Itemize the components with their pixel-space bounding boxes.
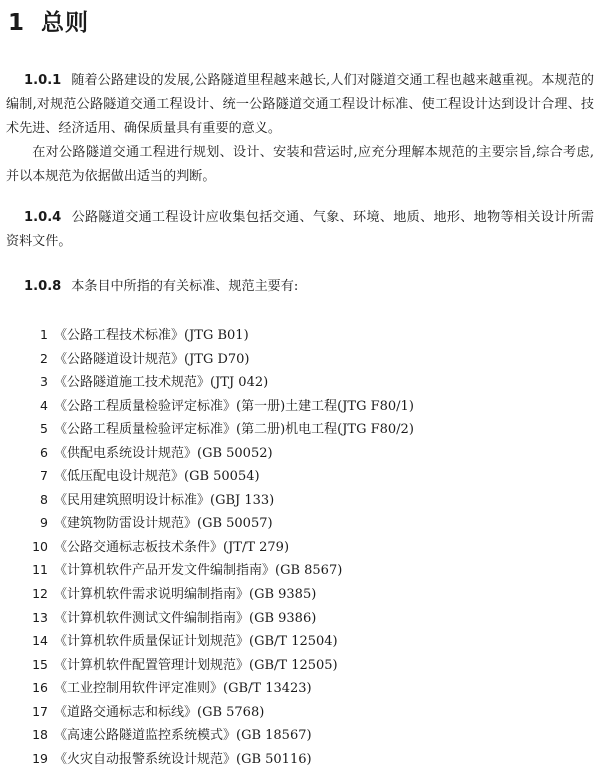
- reference-list: [6, 323, 586, 770]
- chapter-number: 1: [8, 10, 26, 36]
- reference-item: [6, 511, 586, 535]
- clause-text: 本条目中所指的有关标准、规范主要有:: [71, 279, 299, 294]
- clause-text: 公路隧道交通工程设计应收集包括交通、气象、环境、地质、地形、地物等相关设计所需资料文件。: [6, 210, 594, 249]
- reference-item: [6, 700, 586, 724]
- clause-1-0-1: [6, 69, 594, 141]
- reference-index: 16: [32, 680, 48, 696]
- reference-index: 19: [32, 750, 48, 766]
- reference-item: [6, 582, 586, 606]
- reference-text: 《公路工程质量检验评定标准》(第一册)土建工程(JTG F80/1): [54, 398, 414, 414]
- reference-text: 《公路工程技术标准》(JTG B01): [54, 328, 249, 343]
- reference-text: 《公路交通标志板技术条件》(JT/T 279): [54, 539, 290, 555]
- chapter-heading: [8, 4, 89, 37]
- reference-text: 《公路隧道施工技术规范》(JTJ 042): [54, 375, 269, 391]
- reference-text: 《公路工程质量检验评定标准》(第二册)机电工程(JTG F80/2): [54, 422, 414, 438]
- reference-item: [6, 464, 586, 488]
- reference-index: 11: [32, 562, 48, 578]
- reference-item: [6, 606, 586, 630]
- reference-text: 《建筑物防雷设计规范》(GB 50057): [54, 516, 273, 532]
- reference-index: 14: [32, 633, 48, 649]
- reference-text: 《公路隧道设计规范》(JTG D70): [54, 351, 250, 367]
- reference-index: 13: [32, 609, 48, 625]
- reference-index: 4: [40, 397, 48, 413]
- reference-text: 《道路交通标志和标线》(GB 5768): [54, 704, 265, 720]
- reference-index: 2: [40, 350, 48, 366]
- reference-index: 6: [40, 444, 48, 460]
- clause-text: 随着公路建设的发展,公路隧道里程越来越长,人们对隧道交通工程也越来越重视。本规范的编制,对规范公路隧道交通工程设计、统一公路隧道交通工程设计标准、使工程设计达到设计合理、技术先进、经济适用、确保质量具有重要的意义。: [6, 73, 594, 136]
- reference-index: 15: [32, 656, 48, 672]
- reference-text: 《计算机软件质量保证计划规范》(GB/T 12504): [54, 634, 338, 650]
- clause-1-0-8: [6, 275, 594, 299]
- reference-item: [6, 323, 586, 347]
- reference-text: 《低压配电设计规范》(GB 50054): [54, 469, 260, 485]
- reference-text: 《高速公路隧道监控系统模式》(GB 18567): [54, 728, 312, 744]
- reference-index: 5: [40, 421, 48, 437]
- reference-item: [6, 676, 586, 700]
- reference-item: [6, 535, 586, 559]
- reference-text: 《计算机软件需求说明编制指南》(GB 9385): [54, 587, 317, 603]
- reference-item: [6, 723, 586, 747]
- reference-text: 《火灾自动报警系统设计规范》(GB 50116): [54, 751, 312, 767]
- reference-index: 1: [40, 327, 48, 342]
- reference-index: 7: [40, 468, 48, 484]
- reference-item: [6, 417, 586, 441]
- reference-item: [6, 747, 586, 771]
- reference-index: 10: [32, 538, 48, 554]
- reference-text: 《工业控制用软件评定准则》(GB/T 13423): [54, 681, 312, 697]
- reference-index: 3: [40, 374, 48, 390]
- clause-number: 1.0.1: [24, 73, 62, 88]
- reference-item: [6, 441, 586, 465]
- reference-text: 《计算机软件配置管理计划规范》(GB/T 12505): [54, 657, 338, 673]
- reference-item: [6, 347, 586, 371]
- reference-item: [6, 370, 586, 394]
- reference-index: 18: [32, 727, 48, 743]
- clause-1-0-4: [6, 206, 594, 254]
- reference-item: [6, 488, 586, 512]
- reference-text: 《计算机软件产品开发文件编制指南》(GB 8567): [54, 563, 343, 579]
- reference-item: [6, 558, 586, 582]
- reference-item: [6, 394, 586, 418]
- clause-1-0-1-paragraph-2: [6, 141, 594, 189]
- reference-index: 9: [40, 515, 48, 531]
- reference-text: 《民用建筑照明设计标准》(GBJ 133): [54, 492, 275, 508]
- reference-text: 《计算机软件测试文件编制指南》(GB 9386): [54, 610, 317, 626]
- reference-index: 17: [32, 703, 48, 719]
- clause-number: 1.0.4: [24, 210, 62, 225]
- reference-item: [6, 629, 586, 653]
- reference-item: [6, 653, 586, 677]
- reference-index: 8: [40, 491, 48, 507]
- reference-text: 《供配电系统设计规范》(GB 50052): [54, 445, 273, 461]
- reference-index: 12: [32, 586, 48, 602]
- clause-number: 1.0.8: [24, 279, 62, 294]
- chapter-title: 总则: [41, 10, 90, 36]
- clause-text: 在对公路隧道交通工程进行规划、设计、安装和营运时,应充分理解本规范的主要宗旨,综合考虑,并以本规范为依据做出适当的判断。: [6, 145, 594, 184]
